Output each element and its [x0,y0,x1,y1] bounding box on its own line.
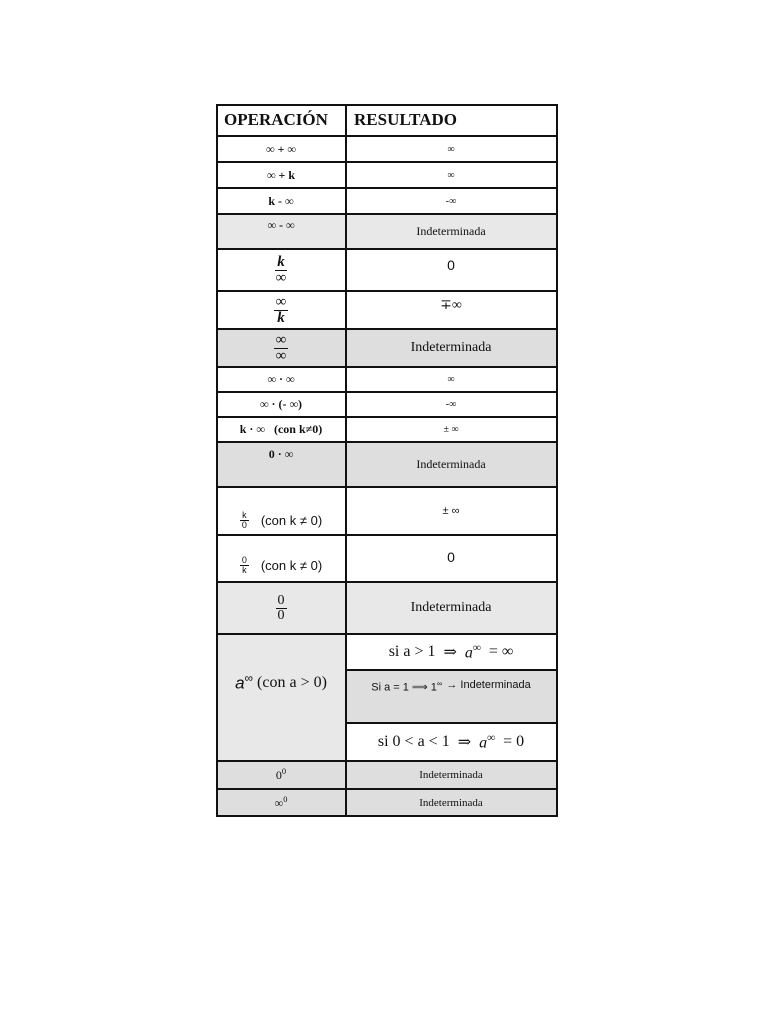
operation-cell [216,582,346,634]
grid-line [216,187,558,189]
result-cell: -∞ [445,399,457,410]
operation-cell: $\frac{0}{k}$ (con k ≠ 0) [241,555,323,575]
result-cell: si 0 < a < 1 ⇒ a∞ = 0 [377,731,525,752]
grid-line [216,290,558,292]
operation-cell: 0 · ∞ [268,447,294,461]
grid-line [216,161,558,163]
result-cell: ∞ [447,143,455,155]
result-cell: 0 [447,257,455,273]
grid-line [216,441,558,443]
grid-line [346,669,558,671]
result-cell: Indeterminada [419,769,483,781]
result-cell: Indeterminada [419,797,483,809]
operation-cell: ∞$^0$ [274,795,288,810]
grid-line [346,722,558,724]
result-cell: ± ∞ [442,505,460,517]
grid-line [216,788,558,790]
result-cell: ∞ [447,169,455,181]
result-cell: 0 [447,549,455,565]
fraction: $\frac{0}{k}$ [241,555,247,575]
limits-operations-table [216,104,558,817]
grid-line [216,534,558,536]
grid-line [216,760,558,762]
grid-line [216,104,558,106]
grid-line [216,416,558,418]
operation-cell: ∞ · ∞ [267,372,295,386]
result-cell: Indeterminada [416,457,486,471]
grid-line [216,815,558,817]
operation-cell: ∞ · (- ∞) [259,397,303,411]
result-cell: -∞ [445,195,457,207]
grid-line [216,328,558,330]
grid-line [345,104,347,817]
operation-cell: ∞ + ∞ [266,141,296,156]
operation-cell: ∞ + k [266,167,296,182]
grid-line [216,366,558,368]
operation-cell: a∞ (con a > 0) [235,671,327,693]
fraction: $\frac{0}{0}$ [277,592,285,623]
grid-line [216,391,558,393]
grid-line [216,135,558,137]
grid-line [216,633,558,635]
operation-cell: $\frac{k}{0}$ (con k ≠ 0) [241,509,323,530]
fraction: $\frac{\infty}{k}$ [275,293,287,326]
operation-cell [216,249,346,291]
result-cell: ± ∞ [443,424,459,435]
header-operation: OPERACIÓN [224,110,328,129]
grid-line [216,213,558,215]
operation-cell [216,329,346,367]
fraction: $\frac{k}{\infty}$ [275,253,287,286]
grid-line [216,486,558,488]
fraction: $\frac{\infty}{\infty}$ [275,331,287,364]
result-cell: ∓∞ [440,298,462,313]
operation-cell: k · ∞ (con k≠0) [239,422,323,436]
result-cell: ∞ [447,374,455,385]
grid-line [556,104,558,817]
grid-line [216,248,558,250]
result-cell: Indeterminada [416,224,486,238]
grid-line [216,581,558,583]
fraction: $\frac{k}{0}$ [241,509,247,530]
result-cell: Indeterminada [410,340,492,355]
result-cell: Indeterminada [410,600,492,615]
header-result: RESULTADO [354,110,457,129]
operation-cell [216,291,346,329]
result-cell: si a > 1 ⇒ a∞ = ∞ [388,641,514,662]
grid-line [216,104,218,817]
operation-cell: k - ∞ [268,193,294,208]
operation-cell: $0^0$ [275,767,287,782]
result-cell: Si a = 1 ⟹ 1∞ → Indeterminada [371,679,531,694]
operation-cell: ∞ - ∞ [267,217,295,232]
